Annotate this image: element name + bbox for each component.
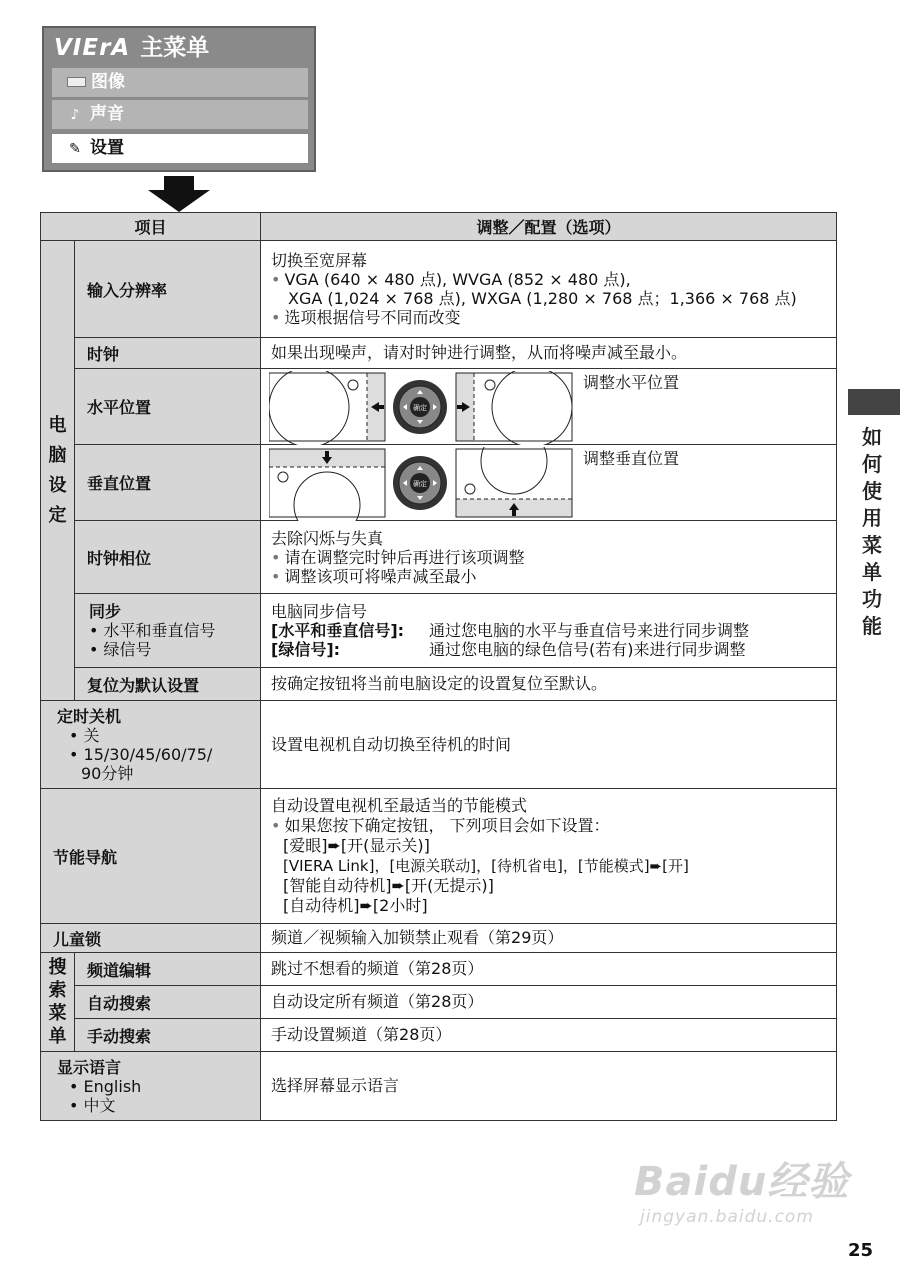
menu-item-label: 声音 — [90, 104, 124, 124]
svg-text:确定: 确定 — [413, 479, 428, 488]
child-lock-desc: 频道／视频输入加锁禁止观看（第29页） — [261, 924, 837, 953]
down-arrow-icon — [148, 176, 210, 212]
display-language-label — [41, 1052, 261, 1121]
sync-option: • 水平和垂直信号 — [89, 621, 216, 640]
language-option: • English — [69, 1076, 142, 1096]
wrench-icon: ✎ — [69, 141, 81, 157]
menu-title-text: 主菜单 — [140, 35, 210, 61]
picture-icon — [67, 77, 86, 87]
reset-default-desc: 按确定按钮将当前电脑设定的设置复位至默认。 — [261, 668, 837, 701]
language-option: • 中文 — [69, 1095, 116, 1115]
menu-item-sound[interactable] — [52, 100, 308, 129]
eco-line: 自动设置电视机至最适当的节能模式 — [271, 796, 528, 815]
h-position-text: 调整水平位置 — [583, 372, 680, 392]
eco-navigation-label: 节能导航 — [41, 789, 261, 924]
display-language-desc: 选择屏幕显示语言 — [261, 1052, 837, 1121]
menu-item-setup[interactable] — [52, 134, 308, 163]
menu-title — [54, 30, 209, 66]
v-position-desc — [261, 445, 837, 521]
h-position-desc — [261, 369, 837, 445]
off-timer-desc: 设置电视机自动切换至待机的时间 — [261, 701, 837, 789]
header-adjust: 调整／配置（选项） — [261, 213, 837, 241]
v-position-diagram — [261, 446, 836, 520]
channel-edit-desc: 跳过不想看的频道（第28页） — [261, 953, 837, 986]
phase-line: 去除闪烁与失真 — [271, 528, 384, 548]
viera-logo: VIErA — [54, 35, 131, 61]
resolution-line: 切换至宽屏幕 — [271, 251, 368, 270]
viera-main-menu — [42, 26, 316, 172]
v-position-text: 调整垂直位置 — [583, 448, 680, 468]
pc-settings-group — [41, 241, 75, 701]
music-note-icon: ♪ — [70, 107, 80, 123]
channel-edit-label: 频道编辑 — [75, 953, 261, 986]
page-number: 25 — [848, 1240, 874, 1261]
off-timer-option: 90分钟 — [81, 763, 134, 783]
pc-group-label: 电脑设定 — [48, 414, 67, 526]
phase-line: • 请在调整完时钟后再进行该项调整 — [271, 548, 826, 567]
sync-key: [绿信号]: — [271, 640, 341, 659]
search-menu-group — [41, 953, 75, 1052]
sync-value: 通过您电脑的水平与垂直信号来进行同步调整 — [429, 621, 750, 640]
eco-line: [爱眼]➨[开(显示关)] — [283, 836, 430, 855]
watermark — [634, 1150, 854, 1227]
watermark-logo: Baidu经验 — [634, 1159, 850, 1205]
clock-label: 时钟 — [75, 338, 261, 369]
auto-search-label: 自动搜索 — [75, 986, 261, 1019]
off-timer-title: 定时关机 — [57, 706, 122, 726]
input-resolution-desc — [261, 241, 837, 338]
eco-line: [VIERA Link]，[电源关联动]，[待机省电]，[节能模式]➨[开] — [283, 857, 689, 875]
off-timer-label — [41, 701, 261, 789]
h-position-diagram — [261, 370, 836, 444]
sync-title: 同步 — [89, 602, 122, 621]
v-position-illustration — [269, 447, 587, 521]
sync-desc — [261, 594, 837, 668]
search-group-label: 搜索菜单 — [48, 957, 67, 1047]
h-position-label: 水平位置 — [75, 369, 261, 445]
clock-phase-label: 时钟相位 — [75, 521, 261, 594]
resolution-line: XGA (1,024 × 768 点), WXGA (1,280 × 768 点；1,366 × 768 点) — [288, 289, 797, 308]
sync-option: • 绿信号 — [89, 640, 152, 659]
input-resolution-label: 输入分辨率 — [75, 241, 261, 338]
sync-key: [水平和垂直信号]: — [271, 621, 405, 640]
sync-line: 电脑同步信号 — [271, 602, 368, 621]
svg-text:确定: 确定 — [413, 403, 428, 412]
auto-search-desc: 自动设定所有频道（第28页） — [261, 986, 837, 1019]
h-position-illustration — [269, 371, 587, 445]
phase-line: • 调整该项可将噪声减至最小 — [271, 567, 826, 586]
reset-default-label: 复位为默认设置 — [75, 668, 261, 701]
manual-search-label: 手动搜索 — [75, 1019, 261, 1052]
watermark-url: jingyan.baidu.com — [640, 1207, 814, 1227]
child-lock-label: 儿童锁 — [41, 924, 261, 953]
language-title: 显示语言 — [57, 1057, 122, 1077]
manual-search-desc: 手动设置频道（第28页） — [261, 1019, 837, 1052]
eco-line: • 如果您按下确定按钮， 下列项目会如下设置： — [271, 816, 826, 836]
resolution-line: • VGA (640 × 480 点), WVGA (852 × 480 点), — [271, 270, 826, 289]
off-timer-option: • 关 — [69, 725, 100, 745]
menu-item-picture[interactable] — [52, 68, 308, 97]
menu-item-label: 图像 — [91, 72, 125, 92]
side-tab-text: 如何使用菜单功能 — [862, 425, 882, 638]
side-tab-bar — [848, 389, 900, 415]
eco-line: [自动待机]➨[2小时] — [283, 896, 428, 915]
header-item: 项目 — [41, 213, 261, 241]
sync-value: 通过您电脑的绿色信号(若有)来进行同步调整 — [429, 640, 746, 659]
sync-label — [75, 594, 261, 668]
menu-item-label: 设置 — [90, 138, 124, 158]
clock-desc: 如果出现噪声，请对时钟进行调整，从而将噪声减至最小。 — [261, 338, 837, 369]
settings-table — [40, 212, 837, 1121]
v-position-label: 垂直位置 — [75, 445, 261, 521]
clock-phase-desc — [261, 521, 837, 594]
eco-line: [智能自动待机]➨[开(无提示)] — [283, 876, 494, 895]
resolution-line: • 选项根据信号不同而改变 — [271, 308, 826, 327]
eco-navigation-desc — [261, 789, 837, 924]
off-timer-option: • 15/30/45/60/75/ — [69, 744, 213, 764]
